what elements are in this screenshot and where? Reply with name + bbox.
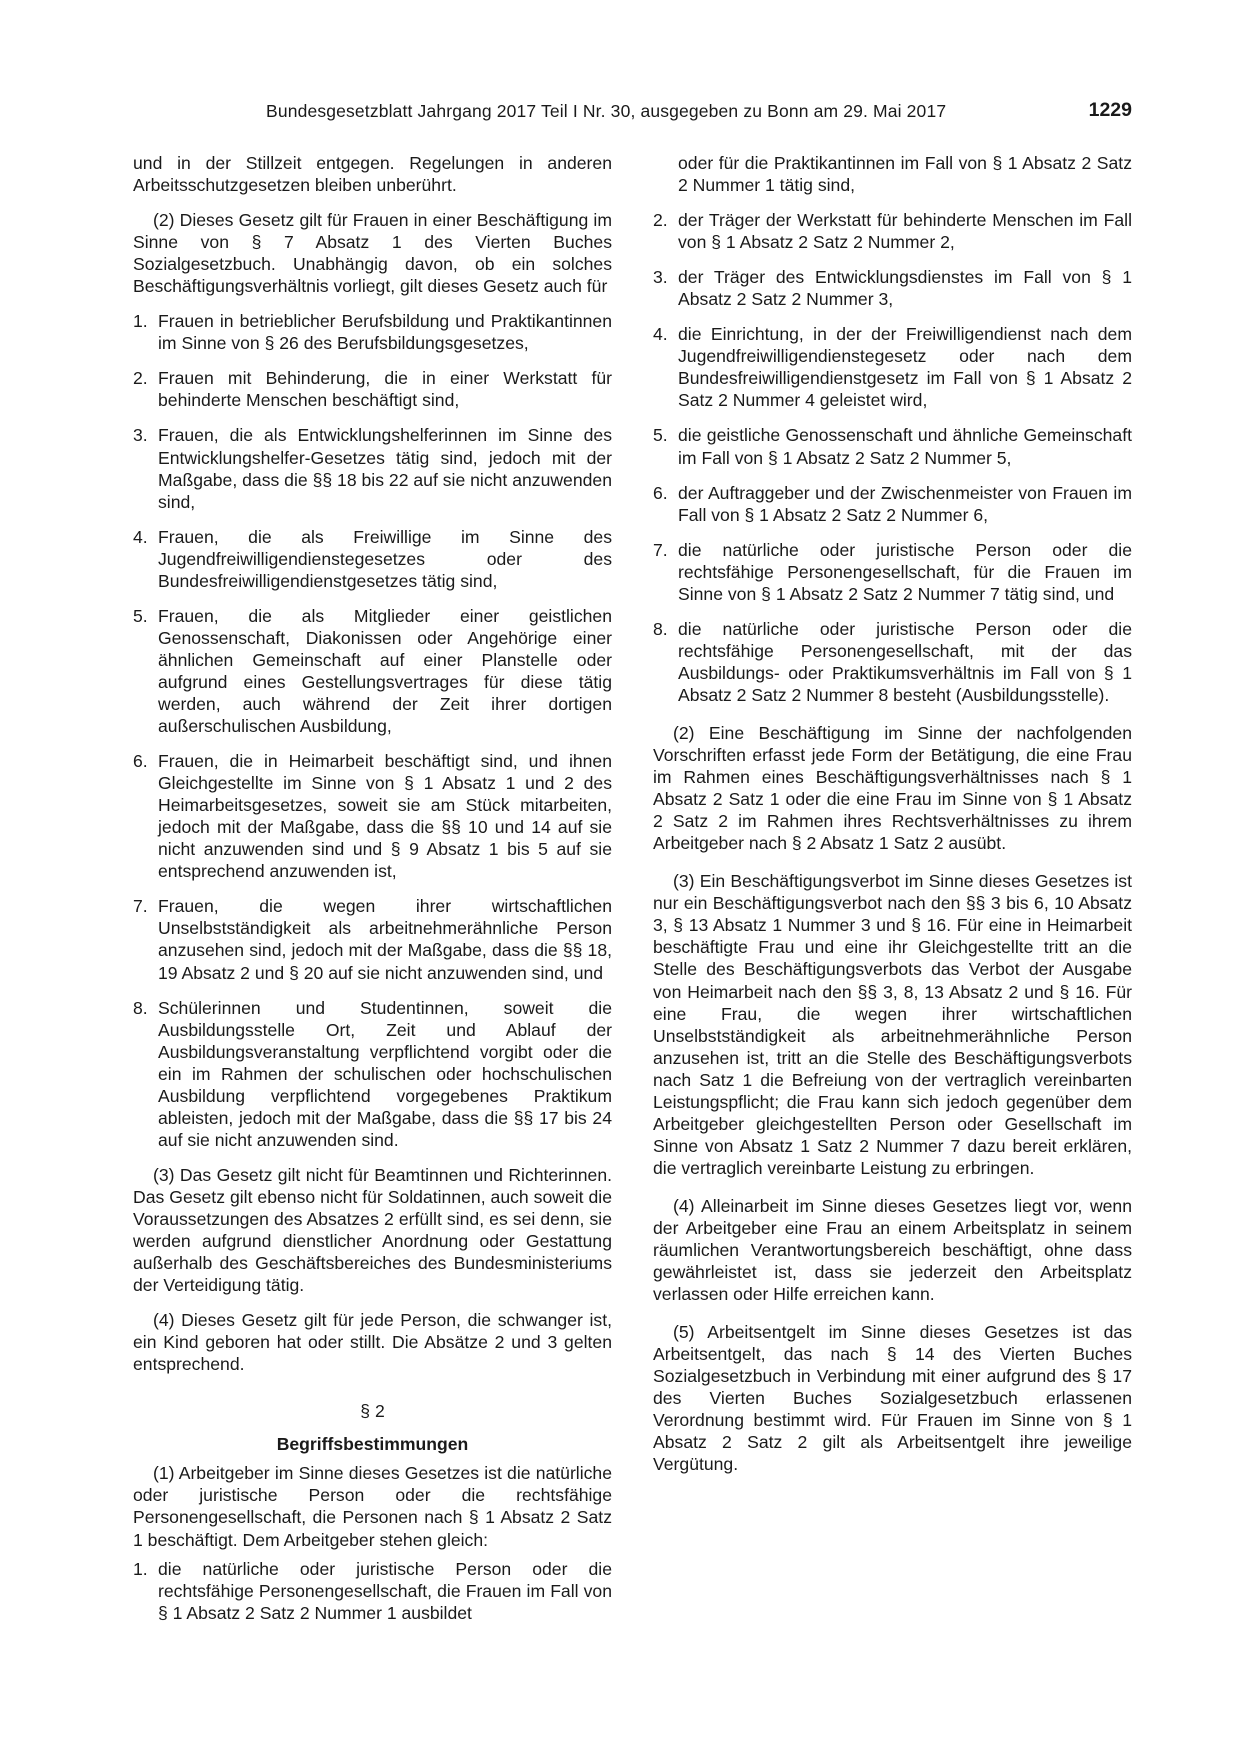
list-number: 8.	[133, 997, 148, 1018]
list-text: Frauen, die als Entwicklungshelferinnen im Sinne des Entwicklungshelfer-Gesetzes tätig sind, jedoch mit der Maßgabe, dass die §§ 18 bis 22 auf sie nicht anzuwenden sind,	[158, 425, 612, 512]
list-item	[133, 895, 612, 983]
list-text: die natürliche oder juristische Person oder die rechtsfähige Personengesellschaft, mit der das Ausbildungs- oder Praktikumsverhältnis im Fall von § 1 Absatz 2 Satz 2 Nummer 8 besteht (Ausbildungsstelle).	[678, 618, 1132, 705]
list-item	[653, 424, 1132, 468]
list-number: 5.	[133, 605, 148, 626]
list-number: 2.	[653, 210, 668, 231]
section-title: Begriffsbestimmungen	[276, 1434, 469, 1455]
list-text: Frauen, die als Freiwillige im Sinne des Jugendfreiwilligendienstegesetzes oder des Bundesfreiwilligendienstgesetzes tätig sind,	[158, 526, 612, 591]
page-number: 1229	[1088, 99, 1132, 121]
list-text: der Auftraggeber und der Zwischenmeister von Frauen im Fall von § 1 Absatz 2 Satz 2 Nummer 6,	[678, 482, 1132, 525]
paragraph-s2-abs3: (3) Ein Beschäftigungsverbot im Sinne dieses Gesetzes ist nur ein Beschäftigungsverbot nach den §§ 3 bis 6, 10 Absatz 3, § 13 Absatz 1 Nummer 3 und § 16. Für eine in Heimarbeit beschäftigte Frau und eine ihr Gleichgestellte tritt an die Stelle des Beschäftigungsverbots das Verbot der Ausgabe von Heimarbeit nach den §§ 3, 8, 13 Absatz 2 und § 16. Für eine Frau, die wegen ihrer wirtschaftlichen Unselbstständigkeit als arbeitnehmerähnliche Person anzusehen ist, tritt an die Stelle des Beschäftigungsverbots nach Satz 1 die Befreiung von der vertraglich vereinbarten Leistungspflicht; die Frau kann sich jedoch gegenüber dem Arbeitgeber gleichgestellten Person oder Gesellschaft im Sinne von Absatz 1 Satz 2 Nummer 7 dazu bereit erklären, die vertraglich vereinbarte Leistung zu erbringen.	[653, 871, 1132, 1178]
list-item	[653, 482, 1132, 526]
list-item	[653, 323, 1132, 411]
paragraph-s2-abs5: (5) Arbeitsentgelt im Sinne dieses Gesetzes ist das Arbeitsentgelt, das nach § 14 des Vierten Buches Sozialgesetzbuch in Verbindung mit einer aufgrund des § 17 des Vierten Buches Sozialgesetzbuch erlassenen Verordnung bestimmt wird. Für Frauen im Sinne von § 1 Absatz 2 Satz 2 gilt als Arbeitsentgelt ihre jeweilige Vergütung.	[653, 1322, 1132, 1475]
list-text: Schülerinnen und Studentinnen, soweit die Ausbildungsstelle Ort, Zeit und Ablauf der Ausbildungsveranstaltung verpflichtend vorgibt oder die ein im Rahmen der schulischen oder hochschulischen Ausbildung verpflichtend vorgegebenes Praktikum ableisten, jedoch mit der Maßgabe, dass die §§ 17 bis 24 auf sie nicht anzuwenden sind.	[158, 997, 612, 1150]
list-text: der Träger der Werkstatt für behinderte Menschen im Fall von § 1 Absatz 2 Satz 2 Nummer 2,	[678, 210, 1132, 253]
list-text: Frauen, die wegen ihrer wirtschaftlichen Unselbstständigkeit als arbeitnehmerähnliche Person anzusehen sind, jedoch mit der Maßgabe, dass die §§ 18, 19 Absatz 2 und § 20 auf sie nicht anzuwenden sind, und	[158, 896, 612, 983]
list-text: Frauen mit Behinderung, die in einer Werkstatt für behinderte Menschen beschäftigt sind,	[158, 368, 612, 411]
list-item	[133, 526, 612, 592]
list-number: 1.	[133, 1558, 148, 1579]
left-column	[133, 152, 612, 1624]
list-text: die geistliche Genossenschaft und ähnliche Gemeinschaft im Fall von § 1 Absatz 2 Satz 2 Nummer 5,	[678, 425, 1132, 468]
list-number: 4.	[133, 526, 148, 547]
running-title: Bundesgesetzblatt Jahrgang 2017 Teil I Nr. 30, ausgegeben zu Bonn am 29. Mai 2017	[266, 101, 947, 121]
list-item	[133, 605, 612, 737]
list-text: Frauen, die in Heimarbeit beschäftigt sind, und ihnen Gleichgestellte im Sinne von § 1 Absatz 1 und 2 des Heimarbeitsgesetzes, soweit sie am Stück mitarbeiten, jedoch mit der Maßgabe, dass die §§ 10 und 14 auf sie nicht anzuwenden sind und § 9 Absatz 1 bis 5 auf sie entsprechend anzuwenden ist,	[158, 751, 612, 882]
list-text: Frauen in betrieblicher Berufsbildung und Praktikantinnen im Sinne von § 26 des Berufsbildungsgesetzes,	[158, 311, 612, 354]
list-number: 7.	[653, 539, 668, 560]
list-item-continuation: oder für die Praktikantinnen im Fall von § 1 Absatz 2 Satz 2 Nummer 1 tätig sind,	[678, 153, 1132, 196]
paragraph-continuation: und in der Stillzeit entgegen. Regelungen in anderen Arbeitsschutzgesetzen bleiben unberührt.	[133, 153, 612, 196]
right-column	[653, 152, 1132, 1475]
section-number: § 2	[360, 1401, 385, 1422]
list-item	[133, 997, 612, 1151]
list-number: 5.	[653, 425, 668, 446]
list-text: die natürliche oder juristische Person oder die rechtsfähige Personengesellschaft, für die Frauen im Sinne von § 1 Absatz 2 Satz 2 Nummer 7 tätig sind, und	[678, 539, 1132, 604]
list-number: 7.	[133, 896, 148, 917]
running-header	[266, 101, 1132, 125]
paragraph-s2-abs2: (2) Eine Beschäftigung im Sinne der nachfolgenden Vorschriften erfasst jede Form der Betätigung, die eine Frau im Rahmen eines Beschäftigungsverhältnisses nach § 1 Absatz 2 Satz 1 oder die eine Frau im Sinne von § 1 Absatz 2 Satz 2 im Rahmen ihres Rechtsverhältnisses zu ihrem Arbeitgeber nach § 2 Absatz 1 Satz 2 ausübt.	[653, 722, 1132, 854]
list-number: 3.	[133, 425, 148, 446]
list-item	[133, 1558, 612, 1624]
list-text: die Einrichtung, in der der Freiwilligendienst nach dem Jugendfreiwilligendienstegesetz oder nach dem Bundesfreiwilligendienstgesetz im Fall von § 1 Absatz 2 Satz 2 Nummer 4 geleistet wird,	[678, 324, 1132, 411]
paragraph-s2-abs4: (4) Alleinarbeit im Sinne dieses Gesetzes liegt vor, wenn der Arbeitgeber eine Frau an einem Arbeitsplatz in seinem räumlichen Verantwortungsbereich beschäftigt, ohne dass gewährleistet ist, dass sie jederzeit den Arbeitsplatz verlassen oder Hilfe erreichen kann.	[653, 1195, 1132, 1305]
list-item	[133, 367, 612, 411]
paragraph-s1-abs4: (4) Dieses Gesetz gilt für jede Person, die schwanger ist, ein Kind geboren hat oder stillt. Die Absätze 2 und 3 gelten entsprechend.	[133, 1310, 612, 1375]
list-number: 8.	[653, 618, 668, 639]
list-text: Frauen, die als Mitglieder einer geistlichen Genossenschaft, Diakonissen oder Angehörige einer ähnlichen Gemeinschaft auf einer Planstelle oder aufgrund eines Gestellungsvertrages für diese tätig werden, auch während der Zeit ihrer dortigen außerschulischen Ausbildung,	[158, 605, 612, 737]
list-number: 1.	[133, 311, 148, 332]
paragraph-s1-abs2: (2) Dieses Gesetz gilt für Frauen in einer Beschäftigung im Sinne von § 7 Absatz 1 des Vierten Buches Sozialgesetzbuch. Unabhängig davon, ob ein solches Beschäftigungsverhältnis vorliegt, gilt dieses Gesetz auch für	[133, 210, 612, 297]
list-text: die natürliche oder juristische Person oder die rechtsfähige Personengesellschaft, die Frauen im Fall von § 1 Absatz 2 Satz 2 Nummer 1 ausbildet	[158, 1558, 612, 1623]
list-item	[133, 424, 612, 512]
list-item	[653, 539, 1132, 605]
paragraph-s2-abs1: (1) Arbeitgeber im Sinne dieses Gesetzes ist die natürliche oder juristische Person oder die rechtsfähige Personengesellschaft, die Personen nach § 1 Absatz 2 Satz 1 beschäftigt. Dem Arbeitgeber stehen gleich:	[133, 1463, 612, 1550]
list-item	[133, 310, 612, 354]
list-item	[133, 750, 612, 882]
list-number: 3.	[653, 267, 668, 288]
list-number: 6.	[653, 482, 668, 503]
list-item	[653, 266, 1132, 310]
list-item	[653, 209, 1132, 253]
list-item	[653, 618, 1132, 706]
list-number: 4.	[653, 324, 668, 345]
paragraph-s1-abs3: (3) Das Gesetz gilt nicht für Beamtinnen und Richterinnen. Das Gesetz gilt ebenso nicht für Soldatinnen, auch soweit die Voraussetzungen des Absatzes 2 erfüllt sind, es sei denn, sie werden aufgrund dienstlicher Anordnung oder Gestattung außerhalb des Geschäftsbereiches des Bundesministeriums der Verteidigung tätig.	[133, 1164, 612, 1296]
list-text: der Träger des Entwicklungsdienstes im Fall von § 1 Absatz 2 Satz 2 Nummer 3,	[678, 267, 1132, 310]
list-number: 6.	[133, 751, 148, 772]
list-number: 2.	[133, 368, 148, 389]
